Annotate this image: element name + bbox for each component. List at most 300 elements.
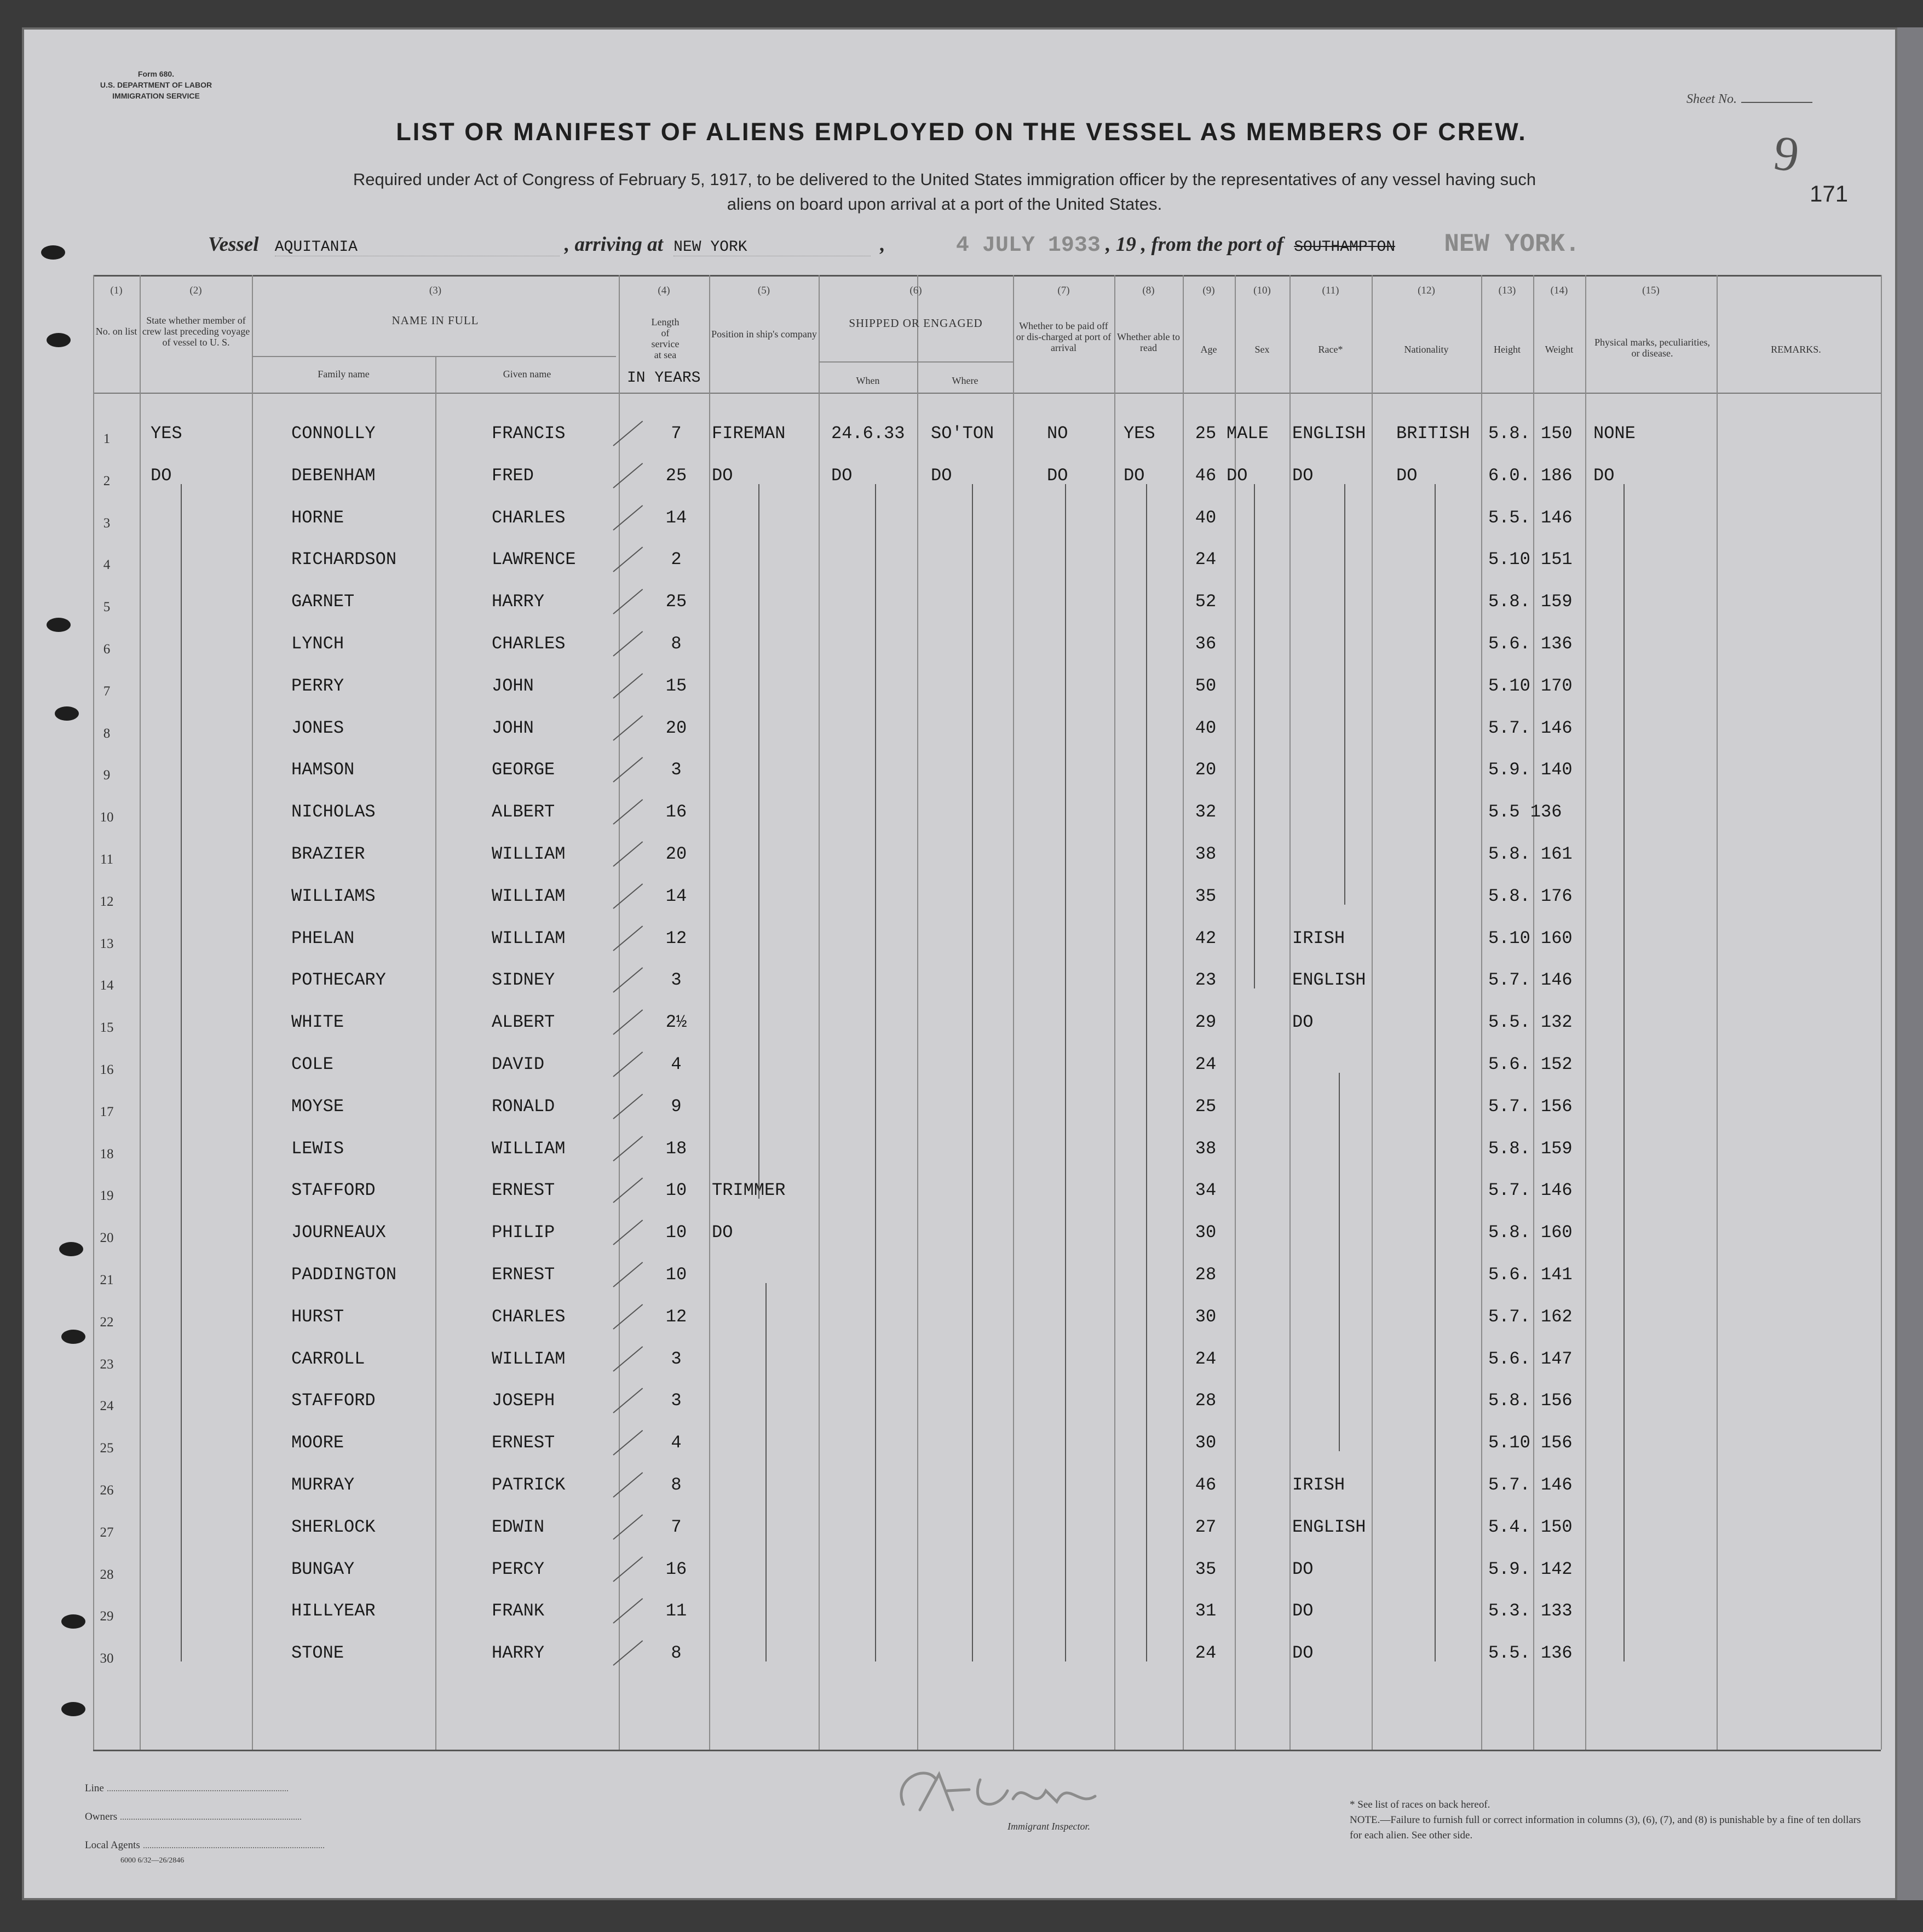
cell-race: DO [1292,1601,1314,1622]
ditto-line [972,484,973,1661]
cell-given: WILLIAM [492,844,566,864]
cell-age: 28 [1195,1264,1217,1285]
cell-hw: 5.4. 150 [1488,1516,1573,1537]
cell-family: CONNOLLY [291,423,376,444]
cell-n: 20 [100,1231,114,1246]
cell-n: 29 [100,1609,114,1624]
inspector-label: Immigrant Inspector. [1007,1821,1090,1832]
cell-hw: 5.5. 132 [1488,1012,1573,1033]
col-num-7: (7) [1057,285,1070,296]
cell-svc: 20 [665,844,687,864]
col-num-3: (3) [429,285,442,296]
from-port-label: , from the port of [1141,233,1283,256]
cell-age: 30 [1195,1222,1217,1243]
col-num-15: (15) [1642,285,1660,296]
cell-age: 27 [1195,1516,1217,1537]
cell-svc: 8 [671,1643,682,1664]
col-num-4: (4) [658,285,670,296]
cell-family: PADDINGTON [291,1264,397,1285]
cell-hw: 5.3. 133 [1488,1601,1573,1622]
subtitle-line-1: Required under Act of Congress of February 5, 1917, to be delivered to the United States immigration officer by the representatives of any vessel having such [353,170,1536,189]
column-divider [1372,275,1373,1750]
head-remarks: REMARKS. [1771,344,1821,355]
cell-age: 46 [1195,1475,1217,1495]
head-state-whether: State whether member of crew last preceding voyage of vessel to U. S. [142,315,250,348]
cell-given: ALBERT [492,802,555,823]
cell-where: SO'TON [931,423,994,444]
cell-hw: 5.6. 147 [1488,1348,1573,1369]
cell-hw: 5.8. 159 [1488,1138,1573,1159]
col-num-2: (2) [189,285,202,296]
cell-age: 24 [1195,549,1217,570]
head-able-read: Whether able to read [1117,331,1180,353]
year-label: , 19 [1106,233,1136,256]
cell-n: 2 [103,473,111,488]
col-num-6: (6) [909,285,922,296]
ditto-line [1623,484,1625,1661]
cell-hw: 5.7. 146 [1488,970,1573,991]
col-num-9: (9) [1202,285,1215,296]
cell-given: WILLIAM [492,928,566,948]
cell-race: ENGLISH [1292,970,1366,991]
cell-hw: 5.7. 146 [1488,717,1573,738]
cell-family: DEBENHAM [291,465,376,486]
cell-given: WILLIAM [492,886,566,906]
cell-hw: 5.8. 150 [1488,423,1573,444]
owners-label: Owners [85,1811,118,1822]
head-sex: Sex [1254,344,1270,355]
head-where: Where [952,375,978,386]
cell-age: 23 [1195,970,1217,991]
cell-n: 28 [100,1567,114,1582]
cell-svc: 9 [671,1096,682,1117]
head-family-name: Family name [318,369,370,380]
agents-label: Local Agents [85,1839,140,1851]
cell-hw: 5.8. 159 [1488,591,1573,612]
column-divider [619,275,620,1750]
cell-given: PERCY [492,1559,545,1579]
cell-svc: 12 [665,928,687,948]
arriving-port: NEW YORK [673,239,871,256]
cell-n: 26 [100,1483,114,1498]
cell-n: 6 [103,642,111,657]
cell-given: JOSEPH [492,1390,555,1411]
cell-age: 40 [1195,507,1217,528]
cell-hw: 5.6. 152 [1488,1054,1573,1074]
cell-given: FRED [492,465,534,486]
cell-svc: 7 [671,423,682,444]
cell-given: WILLIAM [492,1138,566,1159]
column-divider [252,275,253,1750]
cell-given: JOHN [492,717,534,738]
cell-hw: 5.10 156 [1488,1433,1573,1453]
cell-svc: 3 [671,1348,682,1369]
head-no-on-list: No. on list [95,326,137,337]
cell-n: 3 [103,515,111,531]
col-num-1: (1) [110,285,123,296]
cell-family: HAMSON [291,760,355,780]
cell-age: 38 [1195,844,1217,864]
cell-n: 19 [100,1188,114,1204]
cell-n: 10 [100,810,114,825]
note-races: * See list of races on back hereof. [1350,1799,1490,1810]
cell-family: CARROLL [291,1348,365,1369]
cell-n: 27 [100,1525,114,1540]
port-stamp: NEW YORK. [1444,230,1580,258]
cell-family: BUNGAY [291,1559,355,1579]
vessel-label: Vessel [208,233,259,256]
sheet-number-field [1686,92,1812,107]
cell-hw: 5.5 136 [1488,802,1562,823]
cell-n: 13 [100,936,114,951]
cell-given: FRANK [492,1601,545,1622]
cell-read: YES [1124,423,1155,444]
column-divider [917,275,918,1750]
cell-hw: 5.9. 140 [1488,760,1573,780]
cell-family: SHERLOCK [291,1516,376,1537]
cell-given: DAVID [492,1054,545,1074]
document-title: LIST OR MANIFEST OF ALIENS EMPLOYED ON THE VESSEL AS MEMBERS OF CREW. [396,118,1527,146]
column-divider [1114,275,1115,1750]
cell-nat: DO [1396,465,1418,486]
cell-svc: 7 [671,1516,682,1537]
ditto-line [875,484,876,1661]
cell-family: WHITE [291,1012,344,1033]
head-length-service: Length of service at sea [651,317,680,360]
cell-race: DO [1292,1643,1314,1664]
cell-given: GEORGE [492,760,555,780]
cell-n: 22 [100,1314,114,1330]
cell-given: LAWRENCE [492,549,576,570]
cell-svc: 8 [671,634,682,654]
cell-when: 24.6.33 [831,423,905,444]
cell-hw: 5.10 151 [1488,549,1573,570]
column-divider [140,275,141,1750]
cell-pos: TRIMMER [712,1180,786,1201]
cell-family: STONE [291,1643,344,1664]
footnote [1350,1797,1875,1843]
column-divider [1881,275,1882,1750]
head-weight: Weight [1545,344,1574,355]
cell-hw: 5.7. 146 [1488,1475,1573,1495]
cell-prev: YES [151,423,182,444]
table-header-rule [93,393,1881,394]
cell-family: LEWIS [291,1138,344,1159]
cell-svc: 15 [665,675,687,696]
table-bottom-rule [93,1750,1881,1751]
cell-prev: DO [151,465,172,486]
cell-age: 31 [1195,1601,1217,1622]
head-nationality: Nationality [1404,344,1449,355]
cell-given: ERNEST [492,1264,555,1285]
cell-age: 40 [1195,717,1217,738]
cell-svc: 10 [665,1180,687,1201]
cell-n: 16 [100,1062,114,1077]
cell-svc: 14 [665,507,687,528]
cell-hw: 5.6. 141 [1488,1264,1573,1285]
cell-age: 29 [1195,1012,1217,1033]
cell-hw: 5.5. 146 [1488,507,1573,528]
cell-given: ERNEST [492,1433,555,1453]
cell-hw: 5.8. 156 [1488,1390,1573,1411]
col-num-12: (12) [1418,285,1435,296]
head-shipped: SHIPPED OR ENGAGED [849,317,983,330]
line-label: Line [85,1783,104,1794]
cell-given: SIDNEY [492,970,555,991]
cell-read: DO [1124,465,1145,486]
ditto-line [1339,1073,1340,1451]
page-edge [1897,27,1923,1900]
cell-hw: 5.7. 162 [1488,1306,1573,1327]
col-num-14: (14) [1550,285,1568,296]
cell-n: 9 [103,768,111,783]
cell-sex: DO [1227,465,1248,486]
department: U.S. DEPARTMENT OF LABOR [100,81,212,89]
cell-svc: 10 [665,1264,687,1285]
head-paid-off: Whether to be paid off or dis-charged at port of arrival [1016,320,1112,353]
cell-given: CHARLES [492,634,566,654]
cell-family: MOYSE [291,1096,344,1117]
head-position: Position in ship's company [711,329,817,340]
cell-given: CHARLES [492,507,566,528]
cell-race: ENGLISH [1292,1516,1366,1537]
cell-age: 25 [1195,1096,1217,1117]
column-divider [1289,275,1291,1750]
cell-age: 50 [1195,675,1217,696]
column-divider [709,275,710,1750]
col-num-10: (10) [1253,285,1271,296]
cell-family: HILLYEAR [291,1601,376,1622]
cell-hw: 5.6. 136 [1488,634,1573,654]
cell-svc: 18 [665,1138,687,1159]
cell-age: 42 [1195,928,1217,948]
cell-n: 24 [100,1399,114,1414]
cell-hw: 5.10 160 [1488,928,1573,948]
cell-when: DO [831,465,853,486]
ditto-line [1065,484,1066,1661]
cell-given: WILLIAM [492,1348,566,1369]
column-divider [1585,275,1586,1750]
cell-n: 15 [100,1020,114,1036]
cell-svc: 10 [665,1222,687,1243]
column-divider [1717,275,1718,1750]
vessel-name: AQUITANIA [275,239,560,256]
footer-agents [85,1839,324,1852]
cell-age: 30 [1195,1433,1217,1453]
form-number: Form 680. [137,70,175,78]
cell-given: ALBERT [492,1012,555,1033]
column-divider [819,275,820,1750]
ditto-line [1435,484,1436,1661]
cell-age: 35 [1195,1559,1217,1579]
cell-given: PATRICK [492,1475,566,1495]
cell-family: HORNE [291,507,344,528]
cell-paid: DO [1047,465,1068,486]
cell-race: IRISH [1292,928,1345,948]
cell-n: 17 [100,1104,114,1119]
cell-family: HURST [291,1306,344,1327]
arriving-label: , arriving at [565,233,663,256]
ditto-line [765,1283,767,1661]
cell-race: DO [1292,1012,1314,1033]
cell-n: 5 [103,600,111,615]
cell-family: LYNCH [291,634,344,654]
column-divider [1481,275,1482,1750]
cell-svc: 3 [671,970,682,991]
cell-n: 11 [100,852,114,867]
from-port: SOUTHAMPTON [1294,239,1396,256]
head-race: Race* [1318,344,1343,355]
cell-hw: 5.8. 160 [1488,1222,1573,1243]
cell-svc: 4 [671,1433,682,1453]
head-when: When [856,375,880,386]
cell-where: DO [931,465,952,486]
cell-n: 23 [100,1356,114,1372]
column-divider [1013,275,1014,1750]
cell-race: DO [1292,465,1314,486]
cell-age: 24 [1195,1348,1217,1369]
cell-given: HARRY [492,1643,545,1664]
footer-line [85,1783,288,1795]
cell-svc: 3 [671,760,682,780]
head-in-years: IN YEARS [627,370,701,387]
head-marks: Physical marks, peculiarities, or disease. [1594,337,1710,359]
cell-svc: 25 [665,465,687,486]
cell-given: HARRY [492,591,545,612]
cell-pos: DO [712,1222,733,1243]
cell-race: ENGLISH [1292,423,1366,444]
vessel-line: Vessel AQUITANIA , arriving at NEW YORK , 4 JULY 1933 , 19 , from the port of SOUTHAMPTON NEW YORK. [208,230,1580,258]
cell-sex: MALE [1227,423,1269,444]
cell-marks: DO [1593,465,1615,486]
cell-svc: 3 [671,1390,682,1411]
cell-age: 20 [1195,760,1217,780]
cell-hw: 5.5. 136 [1488,1643,1573,1664]
cell-hw: 5.7. 146 [1488,1180,1573,1201]
cell-family: NICHOLAS [291,802,376,823]
head-age: Age [1200,344,1217,355]
subtitle-line-2: aliens on board upon arrival at a port of the United States. [727,194,1162,214]
page-number: 171 [1810,181,1849,206]
cell-svc: 2 [671,549,682,570]
service: IMMIGRATION SERVICE [112,91,200,100]
cell-svc: 16 [665,1559,687,1579]
inspector-signature [887,1758,1117,1824]
cell-n: 8 [103,726,111,741]
cell-n: 18 [100,1146,114,1162]
print-code: 6000 6/32—26/2846 [120,1856,185,1865]
cell-age: 38 [1195,1138,1217,1159]
cell-hw: 5.10 170 [1488,675,1573,696]
cell-n: 7 [103,683,111,699]
head-height: Height [1494,344,1521,355]
cell-family: BRAZIER [291,844,365,864]
cell-given: EDWIN [492,1516,545,1537]
cell-family: STAFFORD [291,1180,376,1201]
cell-age: 46 [1195,465,1217,486]
cell-pos: FIREMAN [712,423,786,444]
cell-svc: 25 [665,591,687,612]
head-name-in-full: NAME IN FULL [391,314,479,327]
footer-owners [85,1811,301,1823]
cell-svc: 2½ [665,1012,687,1033]
cell-age: 24 [1195,1054,1217,1074]
cell-age: 30 [1195,1306,1217,1327]
cell-family: JOURNEAUX [291,1222,386,1243]
cell-hw: 5.7. 156 [1488,1096,1573,1117]
cell-n: 30 [100,1651,114,1666]
cell-given: FRANCIS [492,423,566,444]
cell-given: PHILIP [492,1222,555,1243]
cell-family: GARNET [291,591,355,612]
cell-hw: 6.0. 186 [1488,465,1573,486]
cell-n: 12 [100,894,114,909]
cell-age: 25 [1195,423,1217,444]
cell-n: 21 [100,1273,114,1287]
cell-family: WILLIAMS [291,886,376,906]
form-identifier [74,68,238,101]
cell-marks: NONE [1593,423,1636,444]
cell-age: 35 [1195,886,1217,906]
cell-family: MURRAY [291,1475,355,1495]
cell-family: PERRY [291,675,344,696]
cell-family: STAFFORD [291,1390,376,1411]
cell-n: 1 [103,432,111,446]
cell-age: 28 [1195,1390,1217,1411]
cell-family: POTHECARY [291,970,386,991]
cell-svc: 12 [665,1306,687,1327]
note-penalty: NOTE.—Failure to furnish full or correct information in columns (3), (6), (7), and (8) is punishable by a fine of ten dollars for each alien. See other side. [1350,1814,1861,1841]
cell-race: DO [1292,1559,1314,1579]
cell-family: JONES [291,717,344,738]
sheet-number-label: Sheet No. [1686,92,1737,106]
ditto-line [1146,484,1147,1661]
ditto-line [1344,484,1345,905]
cell-given: RONALD [492,1096,555,1117]
column-divider [1235,275,1236,1750]
cell-family: COLE [291,1054,333,1074]
cell-race: IRISH [1292,1475,1345,1495]
cell-hw: 5.8. 176 [1488,886,1573,906]
ditto-line [181,484,182,1661]
table-top-rule [93,275,1881,277]
col-num-13: (13) [1498,285,1516,296]
col-num-8: (8) [1142,285,1155,296]
cell-n: 4 [103,557,111,573]
document-subtitle [192,167,1697,216]
cell-age: 32 [1195,802,1217,823]
cell-svc: 14 [665,886,687,906]
cell-hw: 5.8. 161 [1488,844,1573,864]
cell-hw: 5.9. 142 [1488,1559,1573,1579]
cell-given: CHARLES [492,1306,566,1327]
cell-paid: NO [1047,423,1068,444]
ditto-line [1254,484,1255,989]
date-stamp: 4 JULY 1933 [955,233,1101,258]
cell-pos: DO [712,465,733,486]
cell-svc: 4 [671,1054,682,1074]
cell-svc: 16 [665,802,687,823]
col-num-11: (11) [1322,285,1339,296]
cell-svc: 8 [671,1475,682,1495]
cell-given: ERNEST [492,1180,555,1201]
cell-age: 52 [1195,591,1217,612]
handwritten-sheet-number: 9 [1770,125,1803,183]
cell-age: 34 [1195,1180,1217,1201]
cell-family: MOORE [291,1433,344,1453]
cell-svc: 11 [665,1601,687,1622]
cell-given: JOHN [492,675,534,696]
